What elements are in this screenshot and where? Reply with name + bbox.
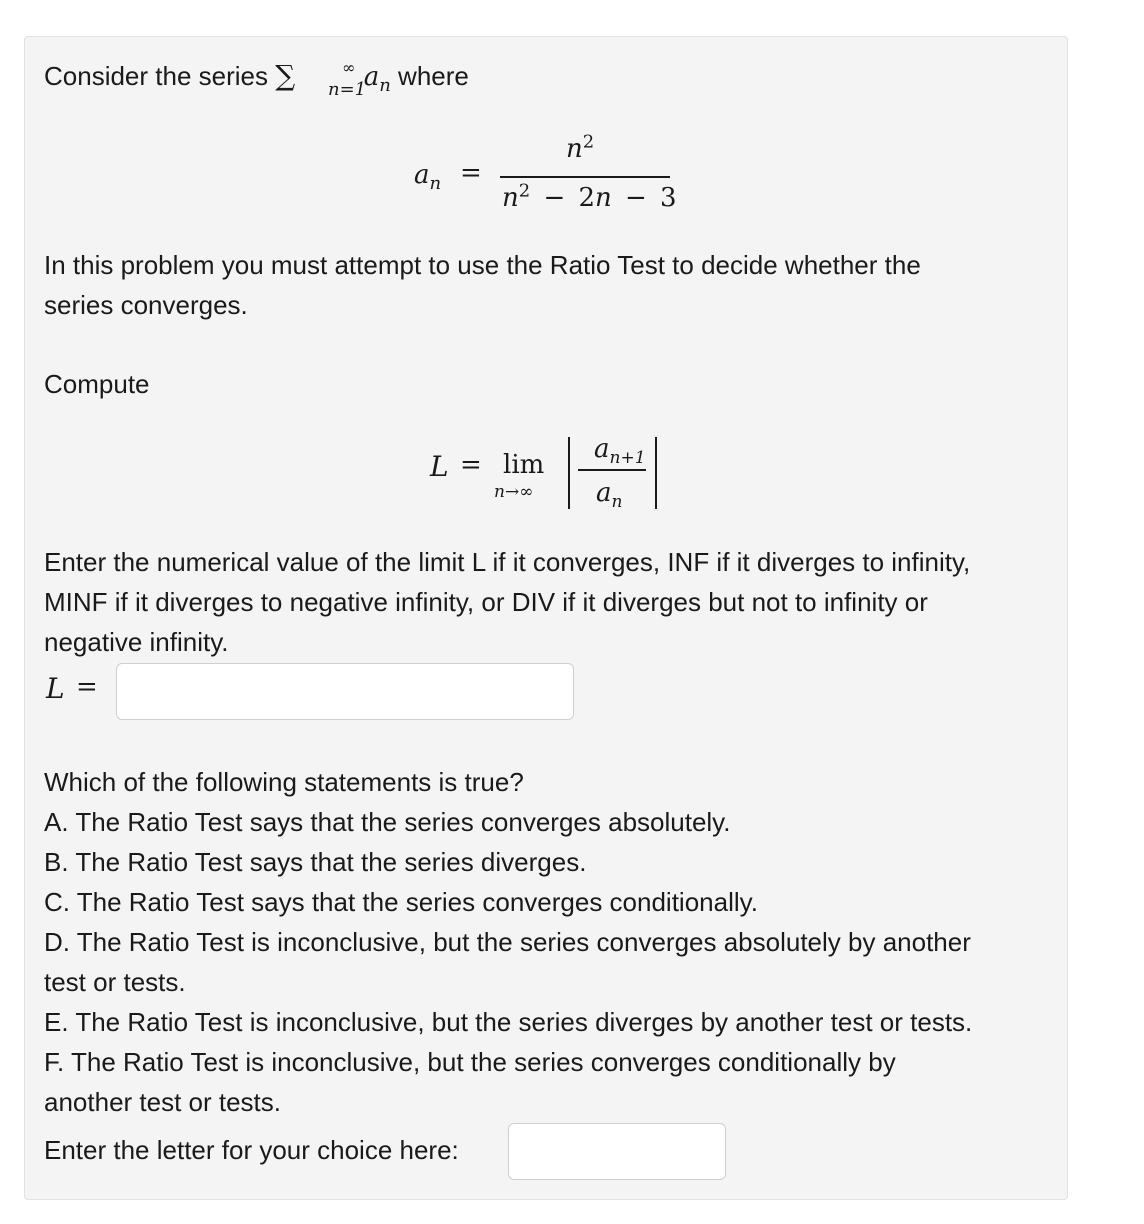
- limit-denominator: $a_n$: [596, 478, 623, 513]
- option-a: A. The Ratio Test says that the series converges absolutely.: [44, 807, 731, 837]
- instructions-line-2: series converges.: [44, 290, 248, 320]
- formula-fraction-bar: [500, 176, 670, 178]
- limit-L: L: [430, 450, 449, 483]
- instructions-line-1: In this problem you must attempt to use the Ratio Test to decide whether the: [44, 250, 921, 280]
- enter-instructions-line-2: MINF if it diverges to negative infinity, or DIV if it diverges but not to infinity or: [44, 587, 928, 617]
- limit-equals: =: [460, 450, 482, 480]
- answer-L-equals: =: [76, 672, 98, 702]
- choice-label: Enter the letter for your choice here:: [44, 1135, 459, 1165]
- formula-lhs: $a_n$: [414, 160, 442, 195]
- limit-answer-input[interactable]: [116, 663, 574, 720]
- choice-letter-input[interactable]: [508, 1123, 726, 1180]
- series-term: $a_n$: [363, 62, 391, 97]
- option-f: F. The Ratio Test is inconclusive, but the series converges conditionally by: [44, 1047, 896, 1077]
- formula-numerator: $n^2$: [566, 131, 595, 164]
- enter-instructions-line-1: Enter the numerical value of the limit L if it converges, INF if it diverges to infinity,: [44, 547, 971, 577]
- sum-upper: ∞: [342, 58, 356, 77]
- limit-numerator: $a_{n+1}$: [594, 434, 646, 469]
- option-d-continued: test or tests.: [44, 967, 186, 997]
- option-e: E. The Ratio Test is inconclusive, but the series diverges by another test or tests.: [44, 1007, 973, 1037]
- option-c: C. The Ratio Test says that the series converges conditionally.: [44, 887, 758, 917]
- question-prompt: Which of the following statements is true?: [44, 767, 524, 797]
- limit-fraction-bar: [578, 469, 646, 471]
- formula-equals: =: [460, 158, 482, 188]
- option-f-continued: another test or tests.: [44, 1087, 282, 1117]
- sum-symbol: ∑: [275, 59, 296, 92]
- enter-instructions-line-3: negative infinity.: [44, 627, 229, 657]
- sum-lower: n=1: [328, 79, 367, 100]
- formula-denominator: $n^2 - 2n - 3$: [502, 180, 677, 213]
- option-d: D. The Ratio Test is inconclusive, but the series converges absolutely by another: [44, 927, 971, 957]
- limit-lim: lim: [503, 450, 545, 480]
- compute-label: Compute: [44, 369, 150, 399]
- answer-L-label: L: [46, 672, 65, 705]
- intro-suffix: where: [398, 61, 469, 91]
- abs-left-bar: [568, 437, 570, 509]
- intro-prefix: Consider the series: [44, 61, 268, 91]
- limit-subscript: n→∞: [494, 482, 534, 502]
- option-b: B. The Ratio Test says that the series diverges.: [44, 847, 587, 877]
- intro-line: [44, 56, 469, 100]
- abs-right-bar: [655, 437, 657, 509]
